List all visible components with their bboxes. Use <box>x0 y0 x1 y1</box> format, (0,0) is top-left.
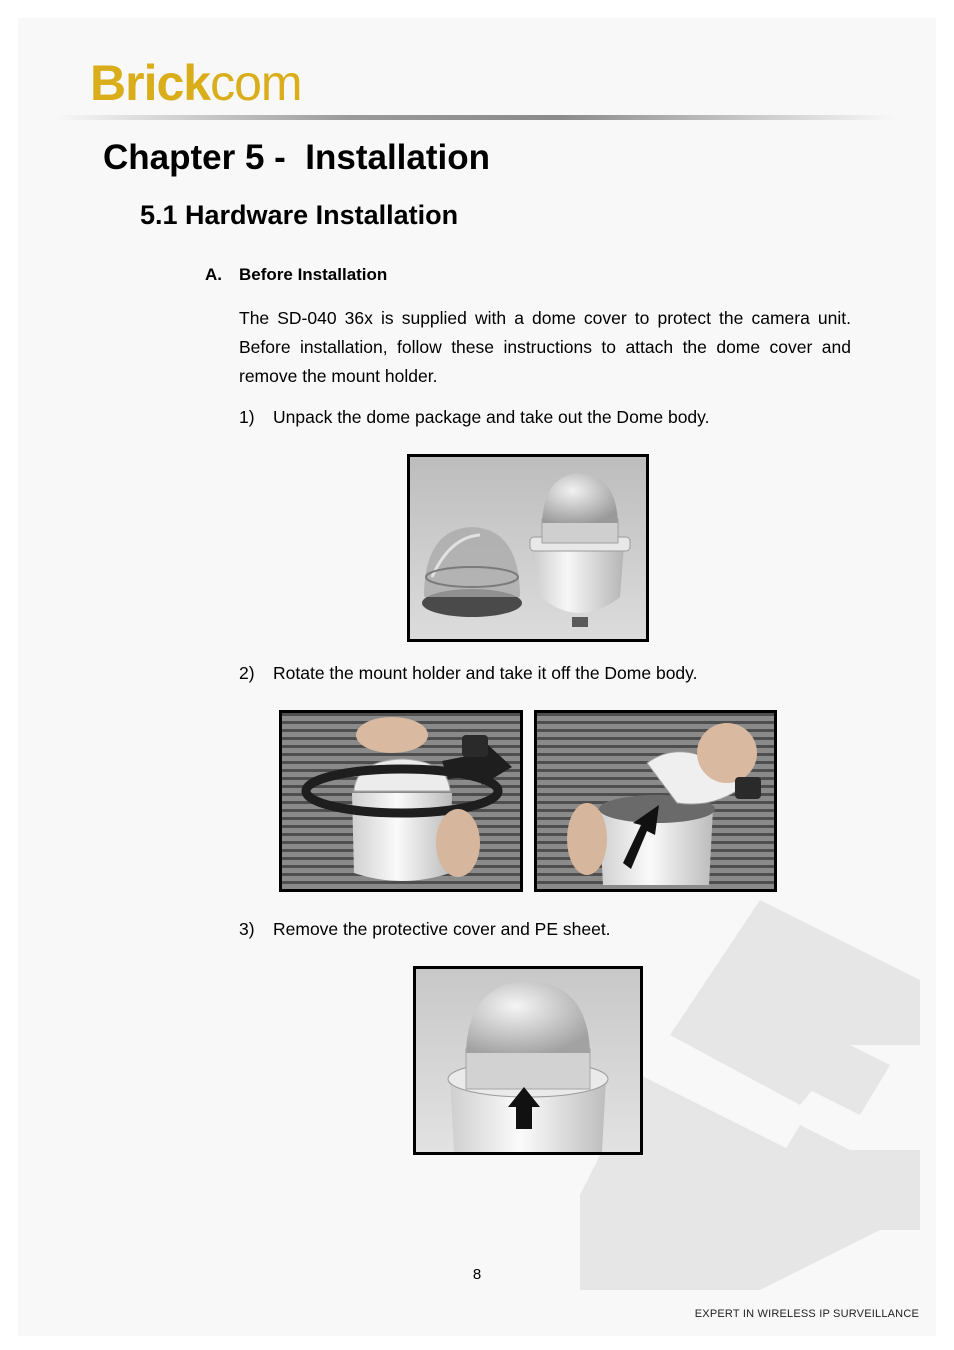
step-number: 2) <box>239 663 255 683</box>
photo-take-off-mount-holder <box>534 710 777 892</box>
chapter-title: Chapter 5 - Installation <box>103 138 490 177</box>
intro-paragraph: The SD-040 36x is supplied with a dome cover to protect the camera unit. Before installation, follow these instructions to attach the dome cover and remove the mount holder. <box>239 308 851 386</box>
header-divider <box>55 115 895 120</box>
photo-rotate-mount-holder <box>279 710 523 892</box>
subsection-heading <box>205 265 387 285</box>
step-text: Rotate the mount holder and take it off the Dome body. <box>273 663 698 683</box>
step-text: Unpack the dome package and take out the Dome body. <box>273 407 710 427</box>
step-text: Remove the protective cover and PE sheet. <box>273 919 611 939</box>
step-3 <box>239 919 611 940</box>
page-number: 8 <box>472 1266 482 1283</box>
step-2 <box>239 663 697 684</box>
subsection-marker: A. <box>205 265 222 284</box>
footer-tagline: EXPERT IN WIRELESS IP SURVEILLANCE <box>694 1308 919 1320</box>
brickcom-logo <box>90 55 302 111</box>
subsection-title: Before Installation <box>239 265 388 284</box>
step-number: 1) <box>239 407 255 427</box>
logo-brick-text: Brick <box>90 55 211 111</box>
photo-dome-package <box>407 454 649 642</box>
step-1 <box>239 407 709 428</box>
photo-remove-protective-cover <box>413 966 643 1155</box>
section-title: 5.1 Hardware Installation <box>140 200 459 230</box>
step-number: 3) <box>239 919 255 939</box>
logo-com-text: com <box>210 55 302 111</box>
